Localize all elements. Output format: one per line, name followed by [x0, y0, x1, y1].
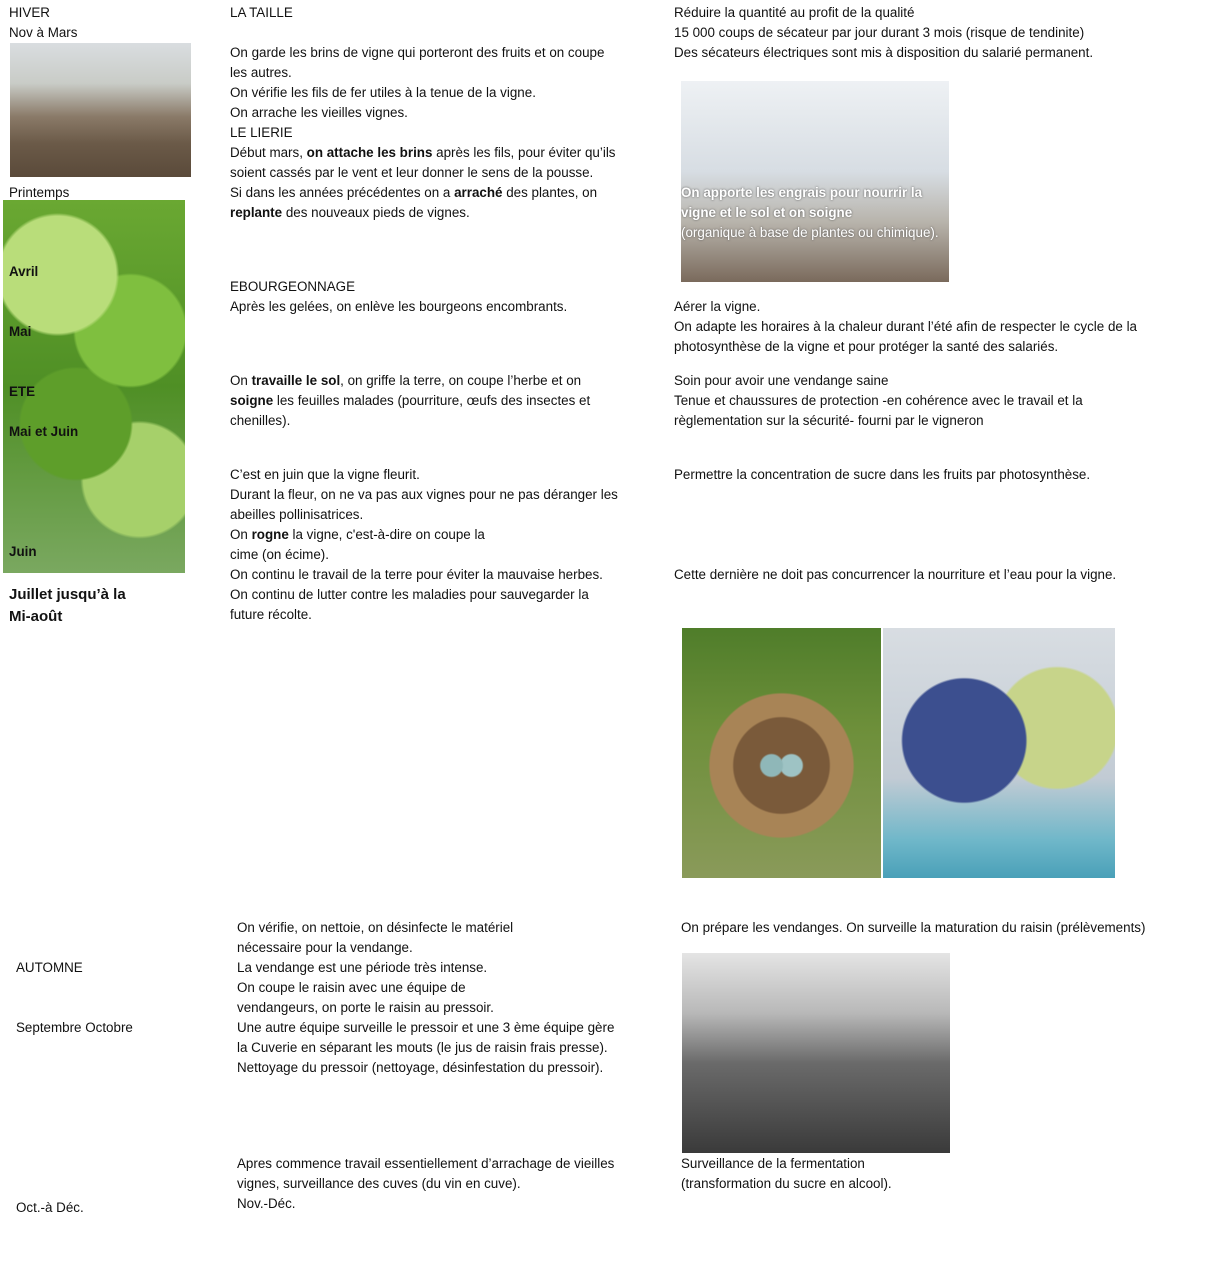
- sol-text-1: On: [230, 373, 252, 388]
- period-juillet-line2: Mi-août: [9, 608, 63, 625]
- ebourg-title: EBOURGEONNAGE: [230, 279, 356, 294]
- lierie-bold-attache: on attache les brins: [306, 145, 433, 160]
- taille-title: LA TAILLE: [230, 5, 293, 20]
- aerer-text: Aérer la vigne. On adapte les horaires à la chaleur durant l’été afin de respecter le cycle de la photosynthèse de la vigne et pour protéger la santé des salariés.: [674, 299, 1137, 354]
- sucre-text: Permettre la concentration de sucre dans les fruits par photosynthèse.: [674, 467, 1091, 482]
- derniere-text: Cette dernière ne doit pas concurrencer la nourriture et l’eau pour la vigne.: [674, 567, 1117, 582]
- lierie-title: LE LIERIE: [230, 125, 293, 140]
- engrais-line3: (organique à base de plantes ou chimique).: [681, 225, 939, 240]
- soin-text: Soin pour avoir une vendange saine Tenue et chaussures de protection -en cohérence avec le travail et la règlementation sur la sécurité- fourni par le vigneron: [674, 373, 1083, 428]
- month-mai: Mai: [9, 324, 32, 339]
- season-ete: ETE: [9, 384, 36, 399]
- sol-body: [230, 371, 670, 431]
- fleur-body: [230, 465, 670, 625]
- engrais-line2: vigne et le sol et on soigne: [681, 205, 853, 220]
- ebourg-body: Après les gelées, on enlève les bourgeons encombrants.: [230, 299, 568, 314]
- lierie-text-3: des plantes, on: [506, 185, 598, 200]
- season-spring: Printemps: [9, 185, 70, 200]
- harvest-photo: [682, 953, 950, 1153]
- grapes-photo: [883, 628, 1115, 878]
- lierie-body: [230, 143, 670, 223]
- period-oct-dec: Oct.-à Déc.: [16, 1200, 84, 1215]
- bird-nest-photo: [682, 628, 881, 878]
- season-automne: AUTOMNE: [16, 960, 83, 975]
- sol-text-2: , on griffe la terre, on coupe l’herbe et on: [340, 373, 582, 388]
- fermentation-text: Surveillance de la fermentation (transformation du sucre en alcool).: [681, 1156, 892, 1191]
- engrais-overlay: [681, 183, 949, 243]
- season-winter: HIVER: [9, 5, 50, 20]
- qualite-text: Réduire la quantité au profit de la qualité 15 000 coups de sécateur par jour durant 3 mois (risque de tendinite) Des sécateurs électriques sont mis à disposition du salarié permanent.: [674, 5, 1094, 60]
- sol-bold-travaille: travaille le sol: [251, 373, 341, 388]
- winter-vine-photo: [10, 43, 191, 177]
- vendange-body: On vérifie, on nettoie, on désinfecte le matériel nécessaire pour la vendange. La vendange est une période très intense. On coupe le raisin avec une équipe de vendangeurs, on porte le raisin au pressoir. Une autre équipe surveille le pressoir et une 3 ème équipe gère la Cuverie en séparant les mouts (le jus de raisin frais presse). Nettoyage du pressoir (nettoyage, désinfestation du pressoir).: [237, 920, 615, 1075]
- engrais-photo: [681, 81, 949, 282]
- lierie-text-2: après les fils, pour éviter qu’ils soient cassés par le vent et leur donner le sens de la pousse. Si dans les années précédentes on a: [230, 145, 616, 200]
- prepare-text: On prépare les vendanges. On surveille la maturation du raisin (prélèvements): [681, 920, 1146, 935]
- sol-bold-soigne: soigne: [230, 393, 274, 408]
- lierie-text-4: des nouveaux pieds de vignes.: [282, 205, 470, 220]
- lierie-text-1: Début mars,: [230, 145, 307, 160]
- engrais-line1: On apporte les engrais pour nourrir la: [681, 185, 923, 200]
- arrachage-body: Apres commence travail essentiellement d’arrachage de vieilles vignes, surveillance des cuves (du vin en cuve). Nov.-Déc.: [237, 1156, 615, 1211]
- lierie-bold-arrache: arraché: [454, 185, 503, 200]
- fleur-text-1: C’est en juin que la vigne fleurit. Durant la fleur, on ne va pas aux vignes pour ne pas déranger les abeilles pollinisatrices. On: [230, 467, 618, 542]
- taille-body: On garde les brins de vigne qui porteront des fruits et on coupe les autres. On vérifie les fils de fer utiles à la tenue de la vigne. On arrache les vieilles vignes.: [230, 45, 605, 120]
- lierie-bold-replante: replante: [230, 205, 283, 220]
- month-mai-juin: Mai et Juin: [9, 424, 79, 439]
- period-juillet: [9, 584, 126, 628]
- period-juillet-line1: Juillet jusqu’à la: [9, 586, 126, 603]
- period-sept-oct: Septembre Octobre: [16, 1020, 133, 1035]
- month-juin: Juin: [9, 544, 37, 559]
- fleur-bold-rogne: rogne: [251, 527, 289, 542]
- spring-vine-photo: [3, 200, 185, 573]
- sol-text-3: les feuilles malades (pourriture, œufs des insectes et chenilles).: [230, 393, 591, 428]
- month-avril: Avril: [9, 264, 39, 279]
- fleur-text-2: la vigne, c'est-à-dire on coupe la cime (on écime). On continu le travail de la terre pour éviter la mauvaise herbes. On continu de lutter contre les maladies pour sauvegarder la future récolte.: [230, 527, 603, 622]
- period-nov-mars: Nov à Mars: [9, 25, 78, 40]
